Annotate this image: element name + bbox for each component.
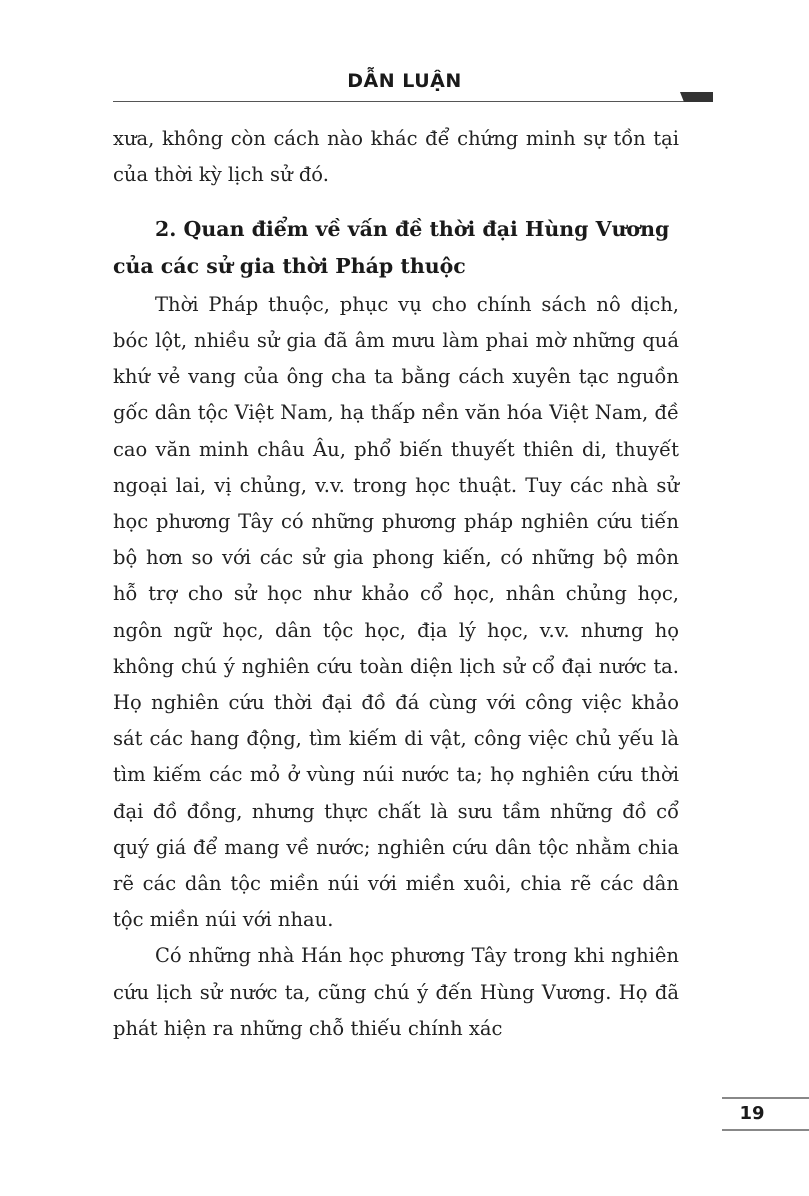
continuation-paragraph: xưa, không còn cách nào khác để chứng minh sự tồn tại của thời kỳ lịch sử đó.	[113, 127, 679, 187]
footer-rule-top	[722, 1097, 809, 1099]
footer-rule-bottom	[722, 1129, 809, 1131]
page-number: 19	[739, 1103, 765, 1124]
body-paragraph-2: Có những nhà Hán học phương Tây trong khi nghiên cứu lịch sử nước ta, cũng chú ý đến Hùng Vương. Họ đã phát hiện ra những chỗ thiếu chính xác	[113, 944, 679, 1040]
header-tab-marker	[680, 92, 713, 102]
page-body	[113, 121, 679, 1047]
body-paragraph-1: Thời Pháp thuộc, phục vụ cho chính sách nô dịch, bóc lột, nhiều sử gia đã âm mưu làm phai mờ những quá khứ vẻ vang của ông cha ta bằng cách xuyên tạc nguồn gốc dân tộc Việt Nam, hạ thấp nền văn hóa Việt Nam, đề cao văn minh châu Âu, phổ biến thuyết thiên di, thuyết ngoại lai, vị chủng, v.v. trong học thuật. Tuy các nhà sử học phương Tây có những phương pháp nghiên cứu tiến bộ hơn so với các sử gia phong kiến, có những bộ môn hỗ trợ cho sử học như khảo cổ học, nhân chủng học, ngôn ngữ học, dân tộc học, địa lý học, v.v. nhưng họ không chú ý nghiên cứu toàn diện lịch sử cổ đại nước ta. Họ nghiên cứu thời đại đồ đá cùng với công việc khảo sát các hang động, tìm kiếm di vật, công việc chủ yếu là tìm kiếm các mỏ ở vùng núi nước ta; họ nghiên cứu thời đại đồ đồng, nhưng thực chất là sưu tầm những đồ cổ quý giá để mang về nước; nghiên cứu dân tộc nhằm chia rẽ các dân tộc miền núi với miền xuôi, chia rẽ các dân tộc miền núi với nhau.	[113, 292, 679, 932]
running-header-title: DẪN LUẬN	[347, 70, 462, 92]
header-rule	[113, 101, 701, 102]
section-heading: 2. Quan điểm về vấn đề thời đại Hùng Vương của các sử gia thời Pháp thuộc	[113, 217, 670, 278]
